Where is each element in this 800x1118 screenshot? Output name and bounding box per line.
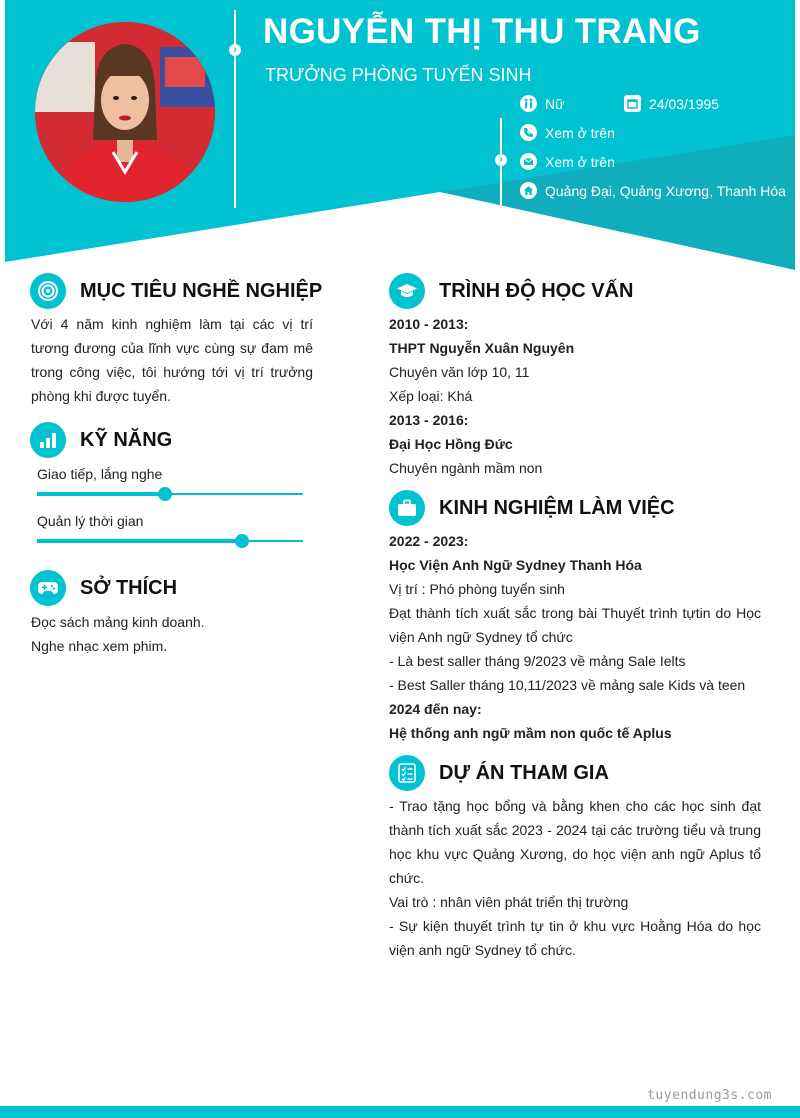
hobbies-heading [30, 570, 177, 606]
list-line: Xếp loại: Khá [389, 388, 473, 404]
checklist-icon [389, 755, 425, 791]
watermark: tuyendung3s.com [647, 1088, 772, 1103]
objective-heading [30, 273, 322, 309]
target-icon [30, 273, 66, 309]
list-line: 2010 - 2013: [389, 316, 469, 332]
skill-bar-fill [37, 539, 242, 543]
list-line: Học Viện Anh Ngữ Sydney Thanh Hóa [389, 557, 642, 573]
project-item: Vai trò : nhân viên phát triển thị trường [389, 894, 629, 910]
list-line: Đạt thành tích xuất sắc trong bài Thuyết trình tựtin do Học viện Anh ngữ Sydney tổ chức [389, 605, 761, 645]
experience-heading [389, 490, 675, 526]
skill-label: Quản lý thời gian [37, 513, 144, 529]
skill-bar-knob [235, 534, 249, 548]
hobbies-list [31, 610, 313, 658]
address-info [520, 182, 786, 199]
gender-info [520, 95, 564, 112]
address-value: Quảng Đại, Quảng Xương, Thanh Hóa [545, 182, 786, 199]
email-value: Xem ở trên [545, 153, 615, 170]
email-icon [520, 153, 537, 170]
skill-bar-fill [37, 492, 165, 496]
projects-title: DỰ ÁN THAM GIA [439, 761, 609, 784]
birthday-info [624, 95, 719, 112]
gamepad-icon [30, 570, 66, 606]
list-line: - Best Saller tháng 10,11/2023 về mảng sale Kids và teen [389, 677, 746, 693]
list-line: Vị trí : Phó phòng tuyển sinh [389, 581, 565, 597]
hobby-item: Nghe nhạc xem phim. [31, 638, 168, 654]
bar-chart-icon [30, 422, 66, 458]
calendar-icon [624, 95, 641, 112]
hobbies-title: SỞ THÍCH [80, 576, 178, 599]
list-line: 2022 - 2023: [389, 533, 469, 549]
list-line: Chuyên văn lớp 10, 11 [389, 364, 530, 380]
experience-title: KINH NGHIỆM LÀM VIỆC [439, 496, 675, 519]
objective-title: MỤC TIÊU NGHỀ NGHIỆP [80, 279, 323, 302]
skill-bar [37, 493, 303, 495]
gender-value: Nữ [545, 95, 565, 112]
graduation-cap-icon [389, 273, 425, 309]
email-info [520, 153, 615, 170]
skill-label: Giao tiếp, lắng nghe [37, 466, 163, 482]
skills-title: KỸ NĂNG [80, 428, 173, 451]
projects-heading [389, 755, 609, 791]
birthday-value: 24/03/1995 [649, 95, 720, 112]
header-divider [234, 10, 236, 208]
list-line: Hệ thống anh ngữ mầm non quốc tế Aplus [389, 725, 672, 741]
home-icon [520, 182, 537, 199]
phone-value: Xem ở trên [545, 124, 615, 141]
contact-divider-dot-icon: › [495, 154, 507, 166]
profile-photo [35, 22, 215, 202]
candidate-name: NGUYỄN THỊ THU TRANG [263, 12, 701, 51]
briefcase-icon [389, 490, 425, 526]
skill-bar-knob [158, 487, 172, 501]
divider-dot-icon: › [229, 44, 241, 56]
education-list [389, 312, 761, 480]
footer-bar [0, 1106, 800, 1118]
phone-info [520, 124, 615, 141]
education-title: TRÌNH ĐỘ HỌC VẤN [439, 279, 634, 302]
list-line: 2024 đến nay: [389, 701, 482, 717]
gender-icon [520, 95, 537, 112]
experience-list [389, 529, 761, 745]
list-line: - Là best saller tháng 9/2023 về mảng Sale Ielts [389, 653, 686, 669]
education-heading [389, 273, 633, 309]
project-item: - Trao tặng học bổng và bằng khen cho các học sinh đạt thành tích xuất sắc 2023 - 2024 tại các trường tiểu và trung học khu vực Quảng Xương, do học viện anh ngữ Aplus tổ chức. [389, 798, 761, 886]
hobby-item: Đọc sách mảng kinh doanh. [31, 614, 205, 630]
skills-heading [30, 422, 172, 458]
list-line: Đại Học Hồng Đức [389, 436, 513, 452]
project-item: - Sự kiện thuyết trình tự tin ở khu vực Hoằng Hóa do học viện anh ngữ Sydney tổ chức. [389, 918, 761, 958]
candidate-role: TRƯỞNG PHÒNG TUYỂN SINH [265, 65, 532, 85]
list-line: Chuyên ngành mầm non [389, 460, 543, 476]
skill-bar [37, 540, 303, 542]
objective-text: Với 4 năm kinh nghiệm làm tại các vị trí tương đương của lĩnh vực cùng sự đam mê trong công việc, tôi hướng tới vị trí trưởng phòng khi được tuyển. [31, 316, 313, 404]
projects-list [389, 794, 761, 962]
list-line: 2013 - 2016: [389, 412, 469, 428]
phone-icon [520, 124, 537, 141]
list-line: THPT Nguyễn Xuân Nguyên [389, 340, 575, 356]
